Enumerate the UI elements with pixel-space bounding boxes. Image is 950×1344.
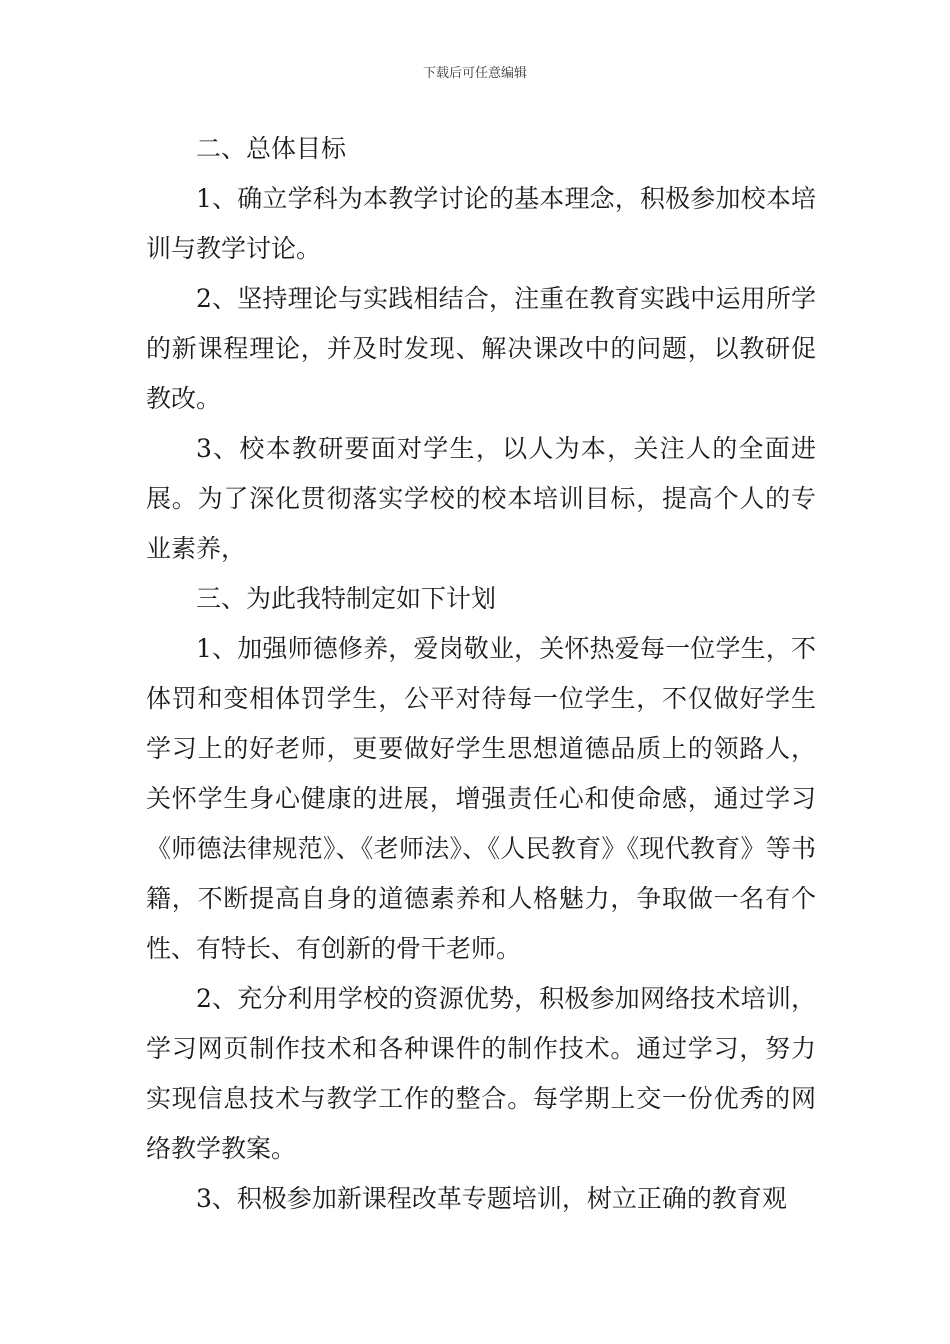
- section-heading-overall-goals: 二、总体目标: [196, 134, 347, 163]
- paragraph-plan-2: 2、充分利用学校的资源优势，积极参加网络技术培训，学习网页制作技术和各种课件的制作技术。通过学习，努力实现信息技术与教学工作的整合。每学期上交一份优秀的网络教学教案。: [146, 984, 816, 1163]
- paragraph-goal-2: 2、坚持理论与实践相结合，注重在教育实践中运用所学的新课程理论，并及时发现、解决课改中的问题，以教研促教改。: [146, 284, 816, 413]
- paragraph-goal-3: 3、校本教研要面对学生，以人为本，关注人的全面进展。为了深化贯彻落实学校的校本培训目标，提高个人的专业素养，: [146, 434, 816, 563]
- paragraph-plan-1: 1、加强师德修养，爱岗敬业，关怀热爱每一位学生，不体罚和变相体罚学生，公平对待每一位学生，不仅做好学生学习上的好老师，更要做好学生思想道德品质上的领路人，关怀学生身心健康的进展，增强责任心和使命感，通过学习《师德法律规范》、《老师法》、《人民教育》《现代教育》等书籍，不断提高自身的道德素养和人格魅力，争取做一名有个性、有特长、有创新的骨干老师。: [146, 634, 816, 963]
- paragraph-goal-1: 1、确立学科为本教学讨论的基本理念，积极参加校本培训与教学讨论。: [146, 184, 816, 263]
- page-header: 下载后可任意编辑: [422, 66, 527, 81]
- document-body: [146, 124, 816, 1224]
- section-heading-plan: 三、为此我特制定如下计划: [196, 584, 497, 613]
- paragraph-plan-3: 3、积极参加新课程改革专题培训，树立正确的教育观: [196, 1184, 787, 1213]
